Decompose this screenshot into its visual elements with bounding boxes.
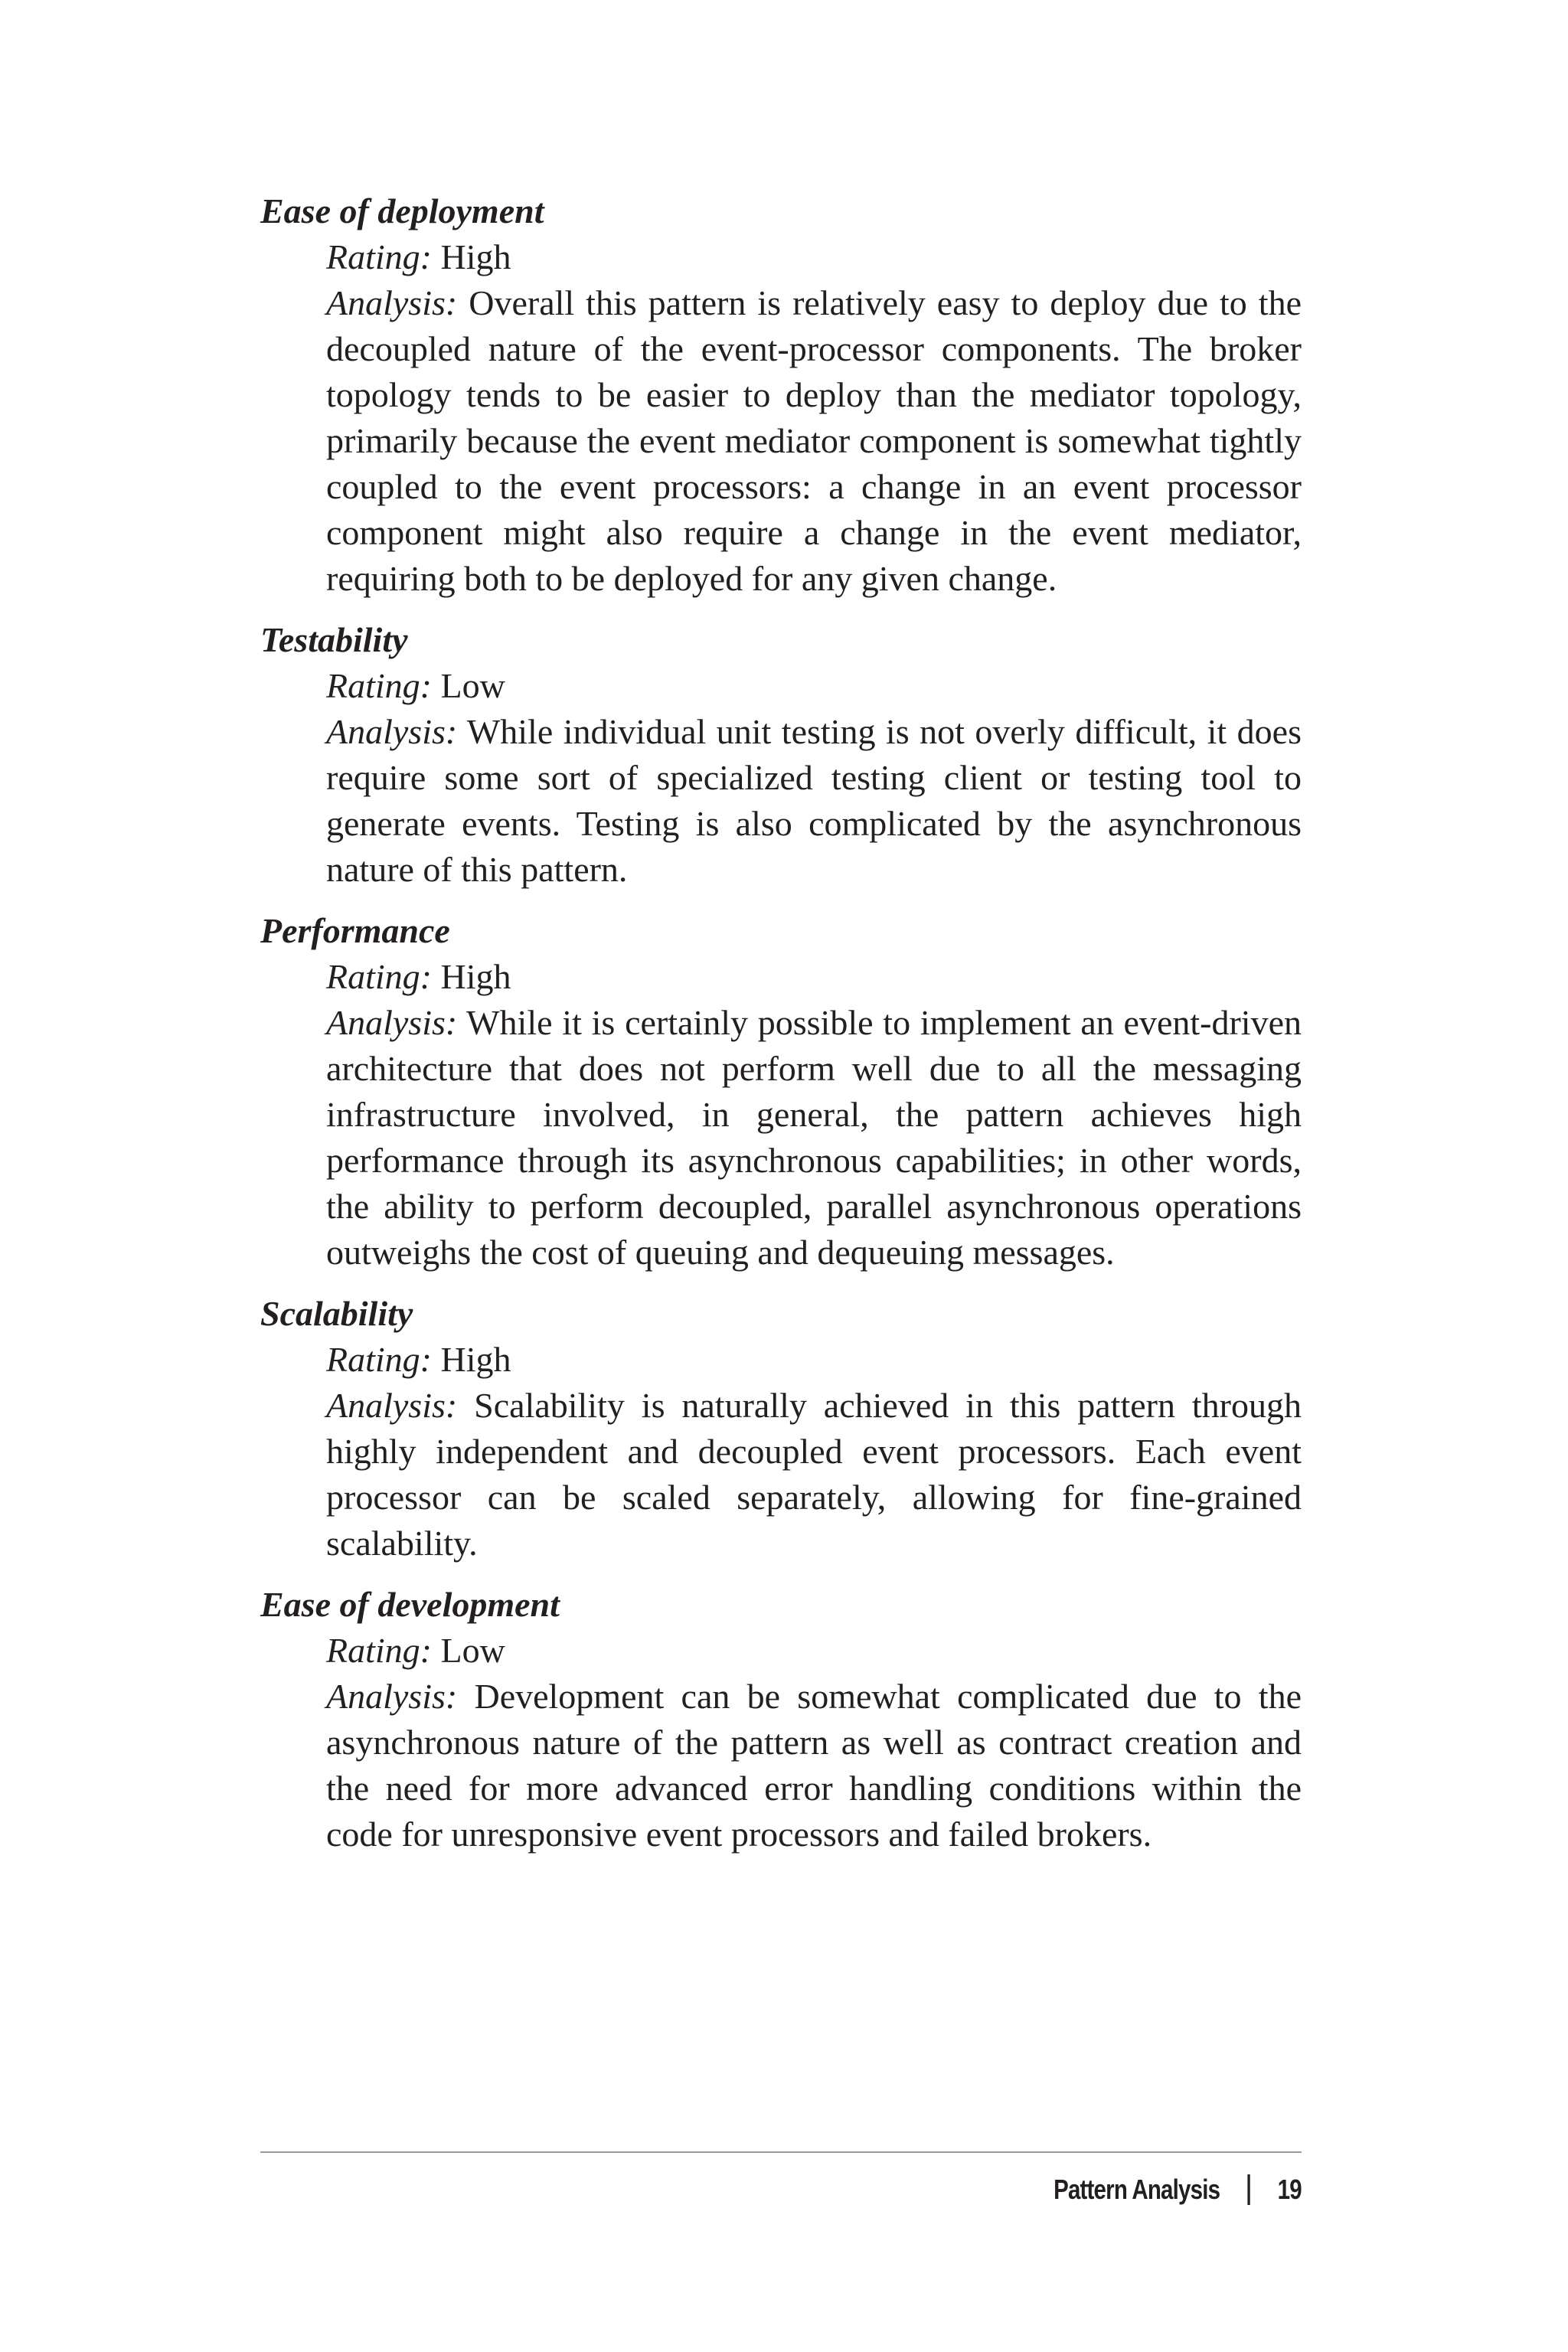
analysis-paragraph	[326, 709, 1302, 893]
section-body	[326, 1337, 1302, 1566]
analysis-label: Analysis:	[326, 1003, 458, 1042]
section-title: Testability	[260, 620, 408, 659]
analysis-paragraph	[326, 1383, 1302, 1566]
page-footer	[1054, 2167, 1302, 2213]
analysis-text: Overall this pattern is relatively easy to deploy due to the decoupled nature of the event-processor components. The broker topology tends to be easier to deploy than the mediator topology, primarily because the event mediator component is somewhat tightly coupled to the event processors: a change in an event processor component might also require a change in the event mediator, requiring both to be deployed for any given change.	[326, 283, 1302, 598]
rating-value: High	[440, 957, 511, 996]
analysis-label: Analysis:	[326, 712, 458, 751]
rating-line	[326, 1628, 1302, 1674]
analysis-text: While individual unit testing is not overly difficult, it does require some sort of specialized testing client or testing tool to generate events. Testing is also complicated by the asynchronous nature of this pattern.	[326, 712, 1302, 889]
rating-value: High	[440, 1340, 511, 1379]
section-title: Scalability	[260, 1294, 413, 1333]
analysis-label: Analysis:	[326, 1677, 458, 1716]
rating-label: Rating:	[326, 1340, 432, 1379]
rating-value: Low	[440, 1631, 505, 1670]
analysis-text: While it is certainly possible to implement an event-driven architecture that does not perform well due to all the messaging infrastructure involved, in general, the pattern achieves high performance through its asynchronous capabilities; in other words, the ability to perform decoupled, parallel asynchronous operations outweighs the cost of queuing and dequeuing messages.	[326, 1003, 1302, 1272]
section-title: Performance	[260, 911, 450, 950]
rating-value: Low	[440, 666, 505, 705]
footer-divider	[260, 2151, 1302, 2153]
analysis-text: Scalability is naturally achieved in this pattern through highly independent and decoupled event processors. Each event processor can be scaled separately, allowing for fine-grained scalability.	[326, 1386, 1302, 1563]
rating-value: High	[440, 237, 511, 276]
section-ease-of-deployment	[260, 188, 1302, 602]
section-body	[326, 234, 1302, 602]
page-number: 19	[1277, 2174, 1302, 2205]
footer-separator	[1247, 2174, 1250, 2205]
rating-line	[326, 234, 1302, 280]
section-performance	[260, 908, 1302, 1276]
analysis-text: Development can be somewhat complicated due to the asynchronous nature of the pattern as well as contract creation and the need for more advanced error handling conditions within the code for unresponsive event processors and failed brokers.	[326, 1677, 1302, 1854]
section-testability	[260, 617, 1302, 893]
rating-line	[326, 954, 1302, 1000]
rating-line	[326, 663, 1302, 709]
rating-label: Rating:	[326, 1631, 432, 1670]
rating-label: Rating:	[326, 666, 432, 705]
section-title: Ease of development	[260, 1585, 560, 1624]
analysis-label: Analysis:	[326, 283, 458, 322]
section-body	[326, 954, 1302, 1276]
analysis-label: Analysis:	[326, 1386, 458, 1425]
section-title: Ease of deployment	[260, 191, 544, 230]
rating-line	[326, 1337, 1302, 1383]
footer-chapter-title: Pattern Analysis	[1054, 2174, 1220, 2205]
rating-label: Rating:	[326, 957, 432, 996]
section-ease-of-development	[260, 1582, 1302, 1857]
section-body	[326, 1628, 1302, 1857]
rating-label: Rating:	[326, 237, 432, 276]
section-body	[326, 663, 1302, 893]
analysis-paragraph	[326, 280, 1302, 602]
analysis-paragraph	[326, 1000, 1302, 1276]
analysis-paragraph	[326, 1674, 1302, 1857]
page-content	[260, 188, 1302, 1873]
section-scalability	[260, 1291, 1302, 1566]
